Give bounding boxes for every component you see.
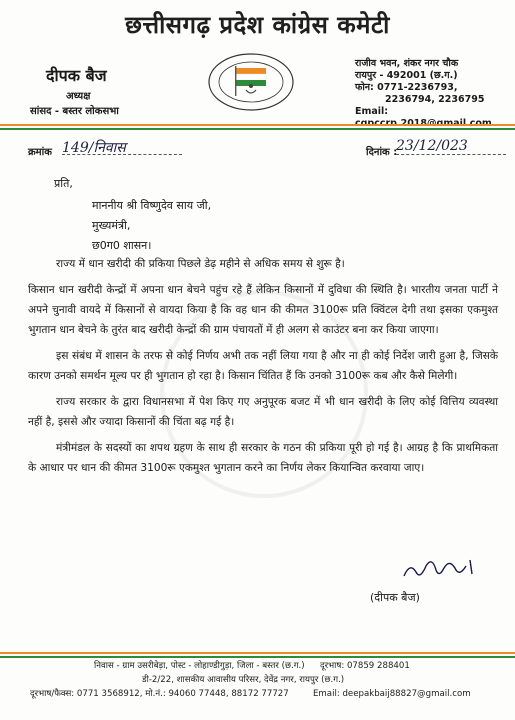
body-paragraph: राज्य में धान खरीदी की प्रकिया पिछले डेढ़ महीने से अधिक समय से शुरू है।	[56, 258, 345, 270]
person-name: दीपक बैज	[46, 66, 107, 85]
address-email: Email:	[355, 106, 389, 117]
footer-phone: दूरभाष: 07859 288401	[320, 661, 410, 671]
salutation: प्रति,	[54, 177, 73, 190]
body-paragraph: राज्य सरकार के द्वारा विधानसभा में पेश किए गए अनुपूरक बजट में भी धान खरीदी के लिए कोई वित्तिय व्यवस्था नहीं है, इससे और ज्यादा किसानों की चिंता बढ़ गई है।	[28, 396, 498, 428]
date-label: दिनांक :	[366, 147, 398, 158]
addressee-block	[92, 196, 211, 256]
addressee-line: माननीय श्री विष्णुदेव साय जी,	[92, 199, 212, 212]
reference-number: 149/निवास	[62, 140, 126, 156]
footer-tricolor	[0, 652, 515, 658]
footer-email: Email: deepakbaij88827@gmail.com	[313, 689, 471, 699]
signature-icon	[400, 556, 480, 584]
tricolor-divider	[0, 124, 515, 130]
body-paragraph: किसान धान खरीदी केन्द्रों में अपना धान बेचने पहुंच रहे हैं लेकिन किसानों में दुविधा की स्थिति है। भारतीय जनता पार्टी ने अपने चुनावी वायदे में किसानों से वायदा किया है कि वह धान की कीमत 3100रू प्रति क्विंटल देगी तथा इसका एकमुश्त भुगतान धान बेचने के तुरंत बाद खरीदी केन्द्रों की ग्राम पंचायतों में ही अलग से काउंटर बना कर किया जाएगा।	[28, 284, 498, 336]
address-line: फोन: 0771-2236793,	[355, 82, 458, 93]
address-line: रायपुर - 492001 (छ.ग.)	[355, 70, 458, 81]
body-paragraph: इस संबंध में शासन के तरफ से कोई निर्णय अभी तक नहीं लिया गया है और ना ही कोई निर्देश जारी हुआ है, जिसके कारण उनको समर्थन मूल्य पर ही भुगतान हो रहा है। किसान चिंतित हैं कि उनको 3100रू कब और कैसे मिलेगी।	[28, 350, 498, 382]
addressee-line: मुख्यमंत्री,	[92, 219, 131, 232]
address-line: राजीव भवन, शंकर नगर चौक	[355, 58, 459, 69]
address-line: 2236794, 2236795	[385, 94, 485, 105]
addressee-line: छ0ग0 शासन।	[92, 239, 152, 252]
org-title: छत्तीसगढ़ प्रदेश कांग्रेस कमेटी	[125, 11, 390, 39]
signer-name: (दीपक बैज)	[370, 591, 420, 604]
footer-residence: निवास - ग्राम उसरीबेड़ा, पोस्ट - लोहाण्डीगुड़ा, जिला - बस्तर (छ.ग.)	[94, 661, 305, 671]
letterhead-address	[355, 58, 515, 130]
reference-label: क्रमांक	[28, 147, 52, 158]
letter-body	[28, 254, 498, 484]
date-value: 23/12/023	[396, 138, 468, 154]
letterhead-left	[18, 64, 178, 117]
party-emblem-icon	[206, 52, 296, 112]
person-role: अध्यक्ष	[66, 91, 91, 102]
person-sub: सांसद - बस्तर लोकसभा	[30, 106, 119, 117]
body-paragraph: मंत्रीमंडल के सदस्यों का शपथ ग्रहण के साथ ही सरकार के गठन की प्रकिया पूरी हो गई है। आग्रह है कि प्राथमिकता के आधार पर धान की कीमत 3100रू एकमुश्त भुगतान करने का निर्णय लेकर कियान्वित करवाया जाए।	[28, 442, 498, 474]
reference-row	[28, 138, 498, 158]
footer-address: डी-2/22, शासकीय आवासीय परिसर, देवेंद्र नगर, रायपुर (छ.ग.)	[142, 675, 345, 685]
footer-contact: दूरभाष/फैक्स: 0771 3568912, मो.नं.: 94060 77448, 88172 77727	[30, 689, 289, 699]
